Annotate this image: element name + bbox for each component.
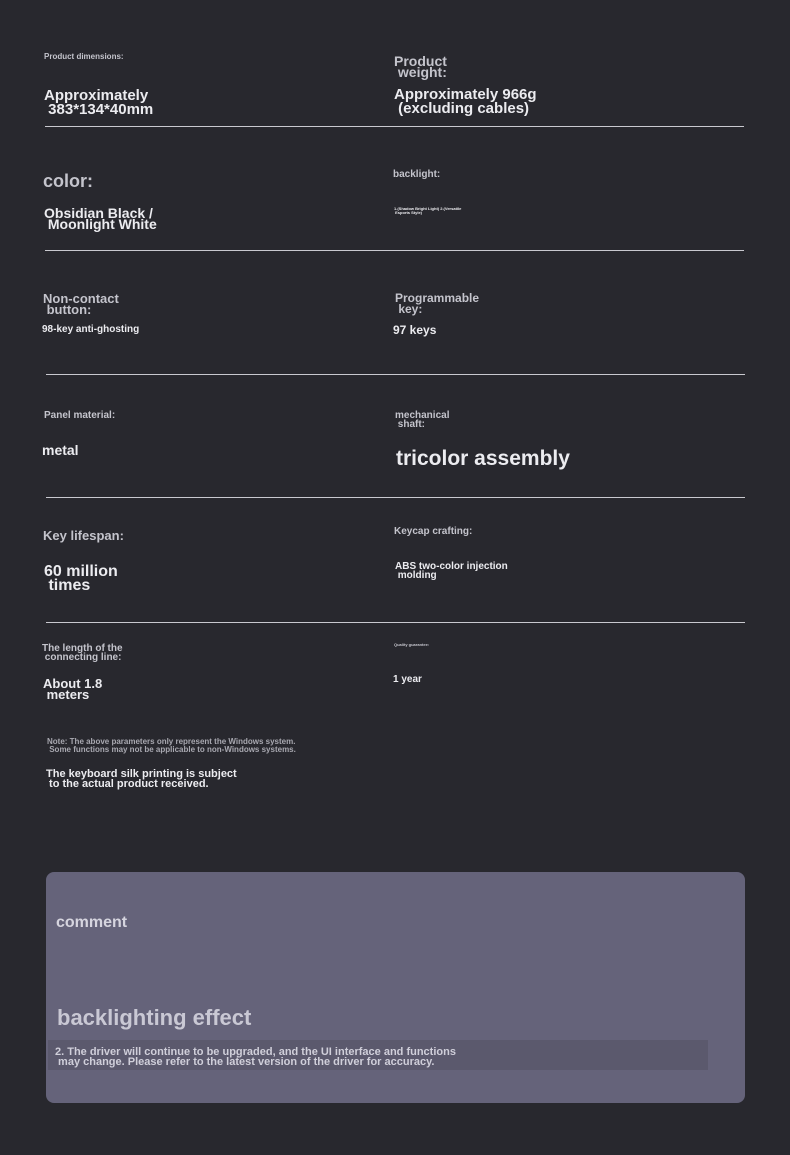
panel-material-label: Panel material:	[44, 410, 116, 421]
dimensions-value: Approximately 383*134*40mm	[44, 87, 154, 118]
noncontact-value: 98-key anti-ghosting	[42, 324, 140, 335]
noncontact-label: Non-contact button:	[43, 291, 119, 317]
cable-value: About 1.8 meters	[43, 676, 103, 702]
divider	[45, 126, 744, 127]
divider	[46, 622, 745, 623]
dimensions-label: Product dimensions:	[44, 52, 124, 61]
color-value: Obsidian Black / Moonlight White	[44, 205, 157, 232]
warranty-value: 1 year	[393, 674, 422, 685]
programmable-label: Programmable key:	[395, 291, 480, 316]
weight-value: Approximately 966g (excluding cables)	[394, 86, 537, 117]
keycap-value: ABS two-color injection molding	[395, 561, 508, 581]
driver-note: 2. The driver will continue to be upgraded, and the UI interface and functions may change. Please refer to the latest version of the driver for accuracy.	[55, 1046, 456, 1068]
backlight-label: backlight:	[393, 169, 441, 180]
backlighting-title: backlighting effect	[57, 1005, 252, 1030]
keycap-label: Keycap crafting:	[394, 526, 473, 537]
weight-label: Product weight:	[394, 53, 447, 80]
warranty-label: Quality guarantee:	[394, 642, 430, 647]
silk-note: The keyboard silk printing is subject to the actual product received.	[46, 768, 237, 790]
divider	[46, 374, 745, 375]
shaft-label: mechanical shaft:	[395, 410, 450, 430]
color-label: color:	[43, 171, 94, 191]
backlight-value: 1.(Shadow Bright Light) 2.(Versatile Esports Style)	[394, 206, 462, 215]
cable-label: The length of the connecting line:	[42, 643, 123, 663]
lifespan-value: 60 million times	[44, 563, 118, 594]
divider	[45, 250, 744, 251]
system-note: Note: The above parameters only represent the Windows system. Some functions may not be applicable to non-Windows systems.	[47, 737, 296, 754]
comment-label: comment	[56, 914, 128, 931]
programmable-value: 97 keys	[393, 323, 437, 337]
lifespan-label: Key lifespan:	[43, 528, 124, 543]
divider	[46, 497, 745, 498]
shaft-value: tricolor assembly	[396, 447, 570, 470]
panel-material-value: metal	[42, 442, 79, 458]
